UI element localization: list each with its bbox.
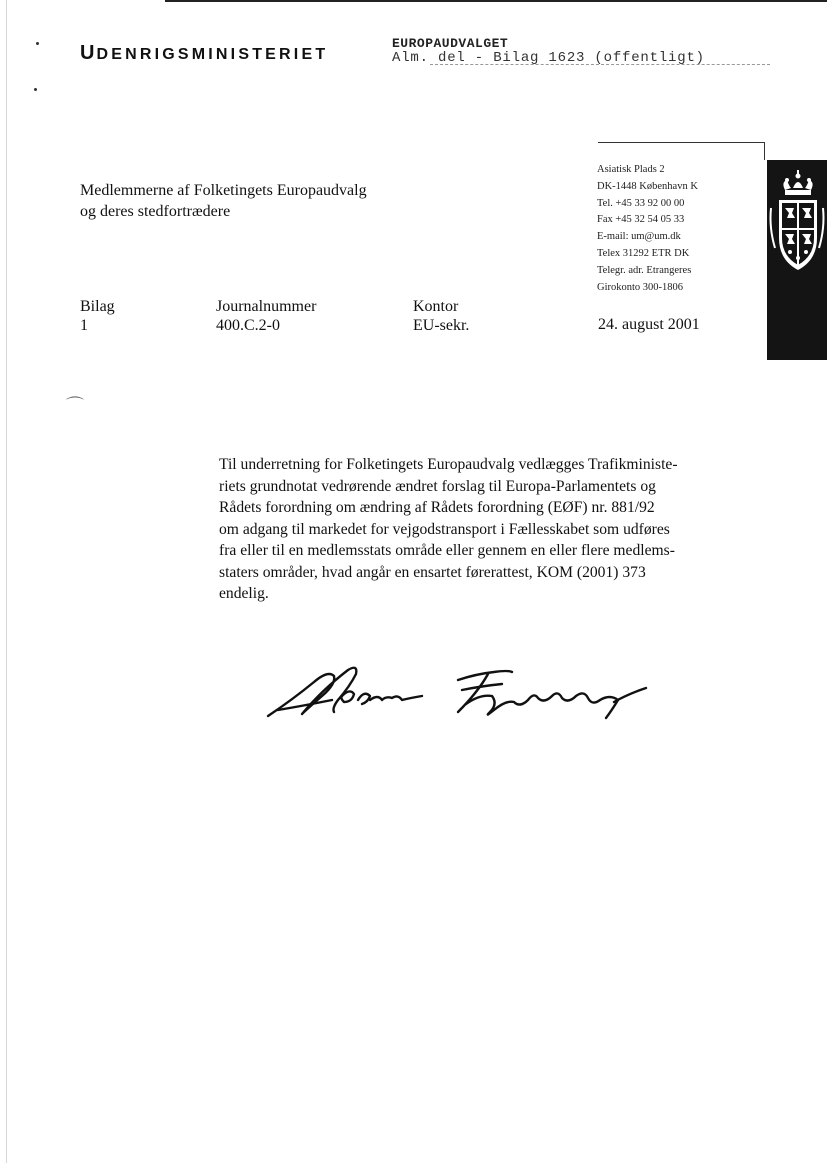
scan-artifact-mark: ⌒ xyxy=(66,396,84,416)
recipient-line-1: Medlemmerne af Folketingets Europaudvalg xyxy=(80,182,367,199)
body-line: fra eller til en medlemsstats område eller gennem en eller flere medlems- xyxy=(219,542,675,559)
signature-image xyxy=(262,660,652,722)
address-rule xyxy=(598,142,764,143)
kontor-field xyxy=(413,297,469,335)
body-line: Rådets forordning om ændring af Rådets forordning (EØF) nr. 881/92 xyxy=(219,499,655,516)
kontor-value: EU-sekr. xyxy=(413,317,470,334)
body-line: om adgang til markedet for vejgodstransport i Fællesskabet som udføres xyxy=(219,520,670,538)
journal-value: 400.C.2-0 xyxy=(216,317,280,334)
recipient-line-2: og deres stedfortrædere xyxy=(80,203,231,220)
address-line: Tel. +45 33 92 00 00 xyxy=(597,197,685,209)
address-line: Asiatisk Plads 2 xyxy=(597,164,665,175)
stamp-dotted-line xyxy=(430,64,770,66)
ministry-initial: U xyxy=(80,42,97,64)
ministry-letterhead xyxy=(80,42,328,65)
ministry-rest: DENRIGSMINISTERIET xyxy=(96,46,329,63)
letter-date: 24. august 2001 xyxy=(598,316,700,333)
body-line: endelig. xyxy=(219,585,269,602)
body-line: Til underretning for Folketingets Europaudvalg vedlægges Trafikministe- xyxy=(219,456,678,473)
kontor-label: Kontor xyxy=(413,298,459,315)
address-rule-corner xyxy=(764,142,765,160)
address-line: DK-1448 København K xyxy=(597,180,698,192)
body-line: riets grundnotat vedrørende ændret forslag til Europa-Parlamentets og xyxy=(219,477,656,495)
address-line: Fax +45 32 54 05 33 xyxy=(597,214,685,226)
bilag-field xyxy=(80,297,115,335)
sender-address xyxy=(597,162,698,296)
recipient-block xyxy=(80,180,367,222)
stamp-committee: EUROPAUDVALGET xyxy=(392,36,509,51)
crest-panel xyxy=(767,160,827,360)
address-line: Telex 31292 ETR DK xyxy=(597,247,690,259)
journal-label: Journalnummer xyxy=(216,298,317,315)
scan-mark xyxy=(34,88,37,91)
address-line: Telegr. adr. Etrangeres xyxy=(597,264,692,276)
stamp-reference: Alm. del - Bilag 1623 (offentligt) xyxy=(392,50,705,66)
address-line: Girokonto 300-1806 xyxy=(597,281,684,293)
bilag-label: Bilag xyxy=(80,298,115,315)
crest-icon xyxy=(767,168,827,288)
address-line: E-mail: um@um.dk xyxy=(597,231,681,243)
body-line: staters områder, hvad angår en ensartet førerattest, KOM (2001) 373 xyxy=(219,563,646,581)
scan-mark xyxy=(36,42,39,45)
bilag-value: 1 xyxy=(80,317,88,334)
scan-edge-line xyxy=(6,0,7,1163)
letter-body xyxy=(219,454,739,605)
journal-field xyxy=(216,297,316,335)
top-scan-rule xyxy=(165,0,827,2)
